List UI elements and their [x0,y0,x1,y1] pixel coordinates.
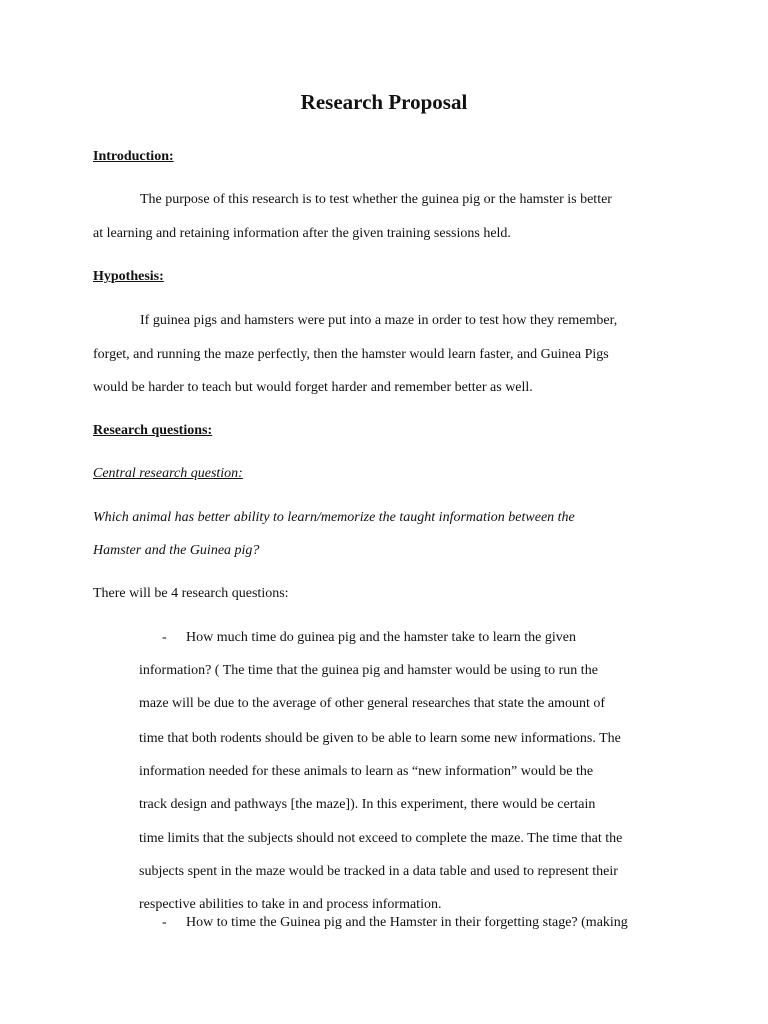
question1-line-2: information? ( The time that the guinea pig and hamster would be using to run the [139,663,598,678]
central-question-line-1: Which animal has better ability to learn/memorize the taught information between the [93,510,575,525]
hypothesis-line-2: forget, and running the maze perfectly, then the hamster would learn faster, and Guinea Pigs [93,347,609,362]
hypothesis-heading: Hypothesis: [93,269,164,284]
introduction-heading: Introduction: [93,149,174,164]
research-questions-count: There will be 4 research questions: [93,586,289,601]
page-title: Research Proposal [300,90,468,114]
hypothesis-line-3: would be harder to teach but would forget harder and remember better as well. [93,380,533,395]
bullet-marker: - [162,630,167,645]
question1-line-1: How much time do guinea pig and the hamster take to learn the given [186,630,576,645]
central-question-line-2: Hamster and the Guinea pig? [93,543,260,558]
question1-line-7: time limits that the subjects should not exceed to complete the maze. The time that the [139,831,623,846]
bullet-marker: - [162,915,167,930]
question1-line-6: track design and pathways [the maze]). In this experiment, there would be certain [139,797,596,812]
introduction-line-1: The purpose of this research is to test whether the guinea pig or the hamster is better [140,192,612,207]
hypothesis-line-1: If guinea pigs and hamsters were put into a maze in order to test how they remember, [140,313,618,328]
question1-line-5: information needed for these animals to learn as “new information” would be the [139,764,594,779]
research-questions-heading: Research questions: [93,423,213,438]
question1-line-4: time that both rodents should be given to be able to learn some new informations. The [139,731,621,746]
central-question-label: Central research question: [93,466,243,481]
introduction-line-2: at learning and retaining information after the given training sessions held. [93,226,511,241]
question2-line-1: How to time the Guinea pig and the Hamster in their forgetting stage? (making [186,915,628,930]
question1-line-3: maze will be due to the average of other general researches that state the amount of [139,696,606,711]
question1-line-8: subjects spent in the maze would be tracked in a data table and used to represent their [139,864,618,879]
question1-line-9: respective abilities to take in and process information. [139,897,442,912]
